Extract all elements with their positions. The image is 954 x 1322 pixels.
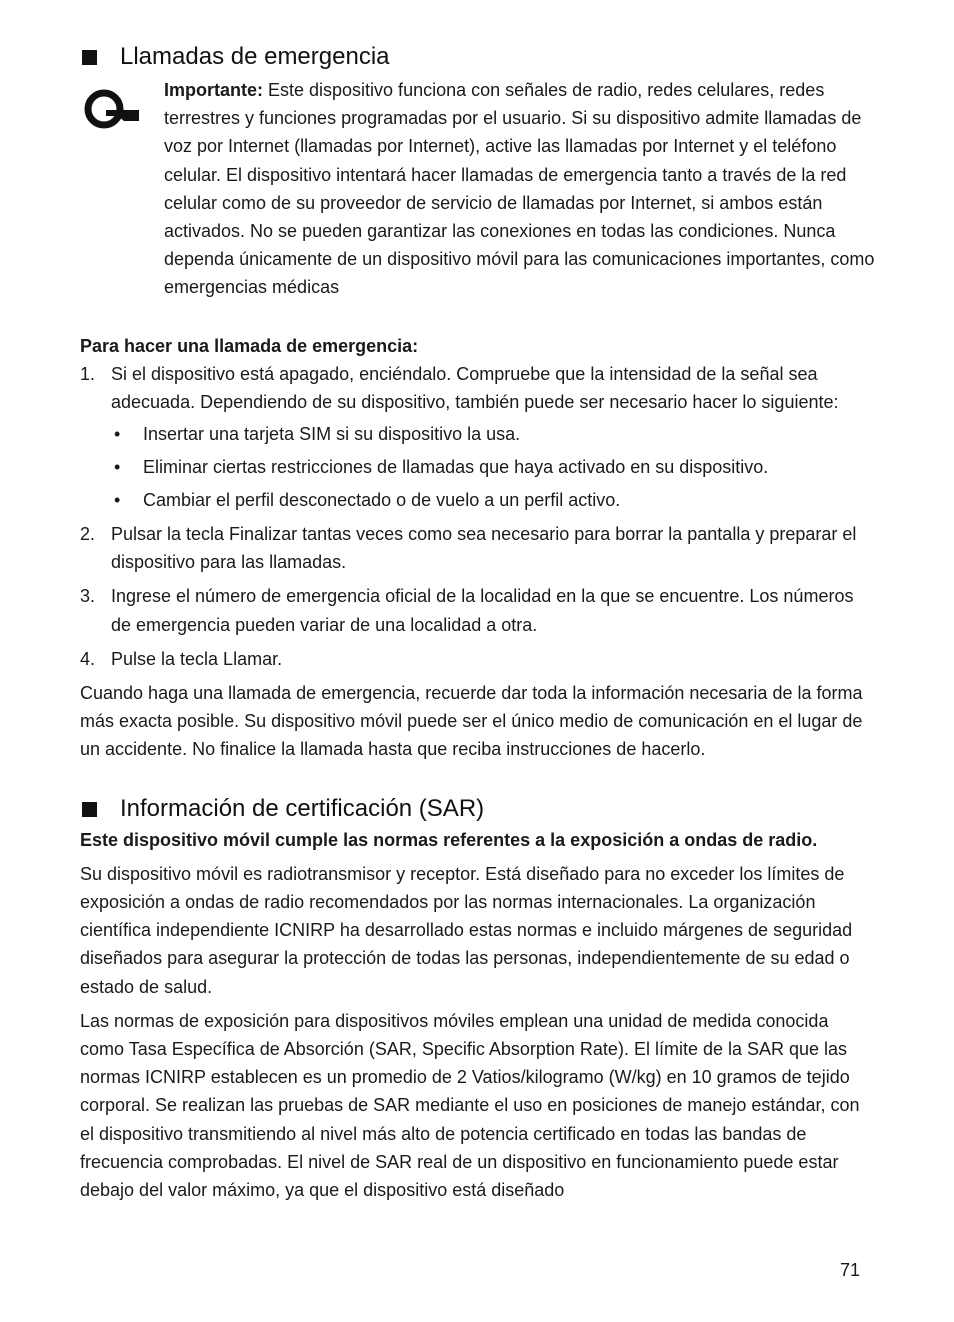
sar-lead-paragraph: Este dispositivo móvil cumple las normas referentes a la exposición a ondas de radio. (80, 829, 818, 850)
step-item (80, 645, 875, 673)
step-text: Pulse la tecla Llamar. (111, 648, 283, 669)
bullet-item (111, 486, 875, 514)
step-item (80, 360, 875, 514)
step-item (80, 520, 875, 576)
step-text: Si el dispositivo está apagado, enciéndalo. Compruebe que la intensidad de la señal sea adecuada. Dependiendo de su dispositivo, también puede ser necesario hacer lo siguiente: (111, 363, 839, 412)
closing-paragraph: Cuando haga una llamada de emergencia, recuerde dar toda la información necesaria de la forma más exacta posible. Su dispositivo móvil puede ser el único medio de comunicación en el lugar de un accidente. No finalice la llamada hasta que reciba instrucciones de hacerlo. (80, 683, 863, 760)
bullet-list (111, 420, 875, 514)
bullet-dot: • (114, 424, 121, 445)
section-title-text: Llamadas de emergencia (120, 43, 390, 70)
important-label: Importante: (164, 80, 263, 100)
bullet-text: Cambiar el perfil desconectado o de vuelo a un perfil activo. (143, 490, 621, 511)
step-item (80, 582, 875, 638)
important-icon (84, 86, 142, 132)
page-content (80, 40, 875, 1204)
bullet-text: Insertar una tarjeta SIM si su dispositivo la usa. (143, 424, 521, 445)
square-bullet-icon (82, 802, 97, 817)
page-number: 71 (839, 1260, 860, 1280)
step-number: 2. (80, 524, 96, 545)
step-text: Pulsar la tecla Finalizar tantas veces como sea necesario para borrar la pantalla y preparar el dispositivo para las llamadas. (111, 524, 857, 573)
step-number: 3. (80, 586, 96, 607)
step-number: 1. (80, 363, 96, 384)
bullet-text: Eliminar ciertas restricciones de llamadas que haya activado en su dispositivo. (143, 457, 769, 478)
bullet-item (111, 453, 875, 481)
bullet-dot: • (114, 490, 121, 511)
section-title-sar (80, 792, 875, 826)
bullet-item (111, 420, 875, 448)
sar-paragraph-1: Su dispositivo móvil es radiotransmisor y receptor. Está diseñado para no exceder los límites de exposición a ondas de radio recomendados por las normas internacionales. La organización científica independiente ICNIRP ha desarrollado estas normas e incluido márgenes de seguridad diseñados para asegurar la protección de todas las personas, independientemente de su edad o estado de salud. (80, 863, 853, 997)
step-text: Ingrese el número de emergencia oficial de la localidad en la que se encuentre. Los números de emergencia pueden variar de una localidad a otra. (111, 586, 854, 635)
square-bullet-icon (82, 50, 97, 65)
steps-list (80, 360, 875, 673)
bullet-dot: • (114, 457, 121, 478)
subheading-how-to-call: Para hacer una llamada de emergencia: (80, 335, 419, 356)
sar-paragraph-2: Las normas de exposición para dispositivos móviles emplean una unidad de medida conocida como Tasa Específica de Absorción (SAR, Specific Absorption Rate). El límite de la SAR que las normas ICNIRP establecen es un promedio de 2 Vatios/kilogramo (W/kg) en 10 gramos de tejido corporal. Se realizan las pruebas de SAR mediante el uso en posiciones de manejo estándar, con el dispositivo transmitiendo al nivel más alto de potencia certificado en todas las bandas de frecuencia comprobadas. El nivel de SAR real de un dispositivo en funcionamiento puede estar debajo del valor máximo, ya que el dispositivo está diseñado (80, 1010, 860, 1201)
section-title-emergency (80, 40, 875, 74)
important-note-text (164, 76, 875, 302)
important-body: Este dispositivo funciona con señales de radio, redes celulares, redes terrestres y funciones programadas por el usuario. Si su dispositivo admite llamadas de voz por Internet (llamadas por Internet), active las llamadas por Internet y el teléfono celular. El dispositivo intentará hacer llamadas de emergencia tanto a través de la red celular como de su proveedor de servicio de llamadas por Internet, si ambos están activados. No se pueden garantizar las conexiones en todas las condiciones. Nunca dependa únicamente de un dispositivo móvil para las comunicaciones importantes, como emergencias médicas (164, 80, 875, 298)
important-note (80, 76, 875, 302)
section-title-text: Información de certificación (SAR) (120, 794, 485, 822)
step-number: 4. (80, 648, 96, 669)
